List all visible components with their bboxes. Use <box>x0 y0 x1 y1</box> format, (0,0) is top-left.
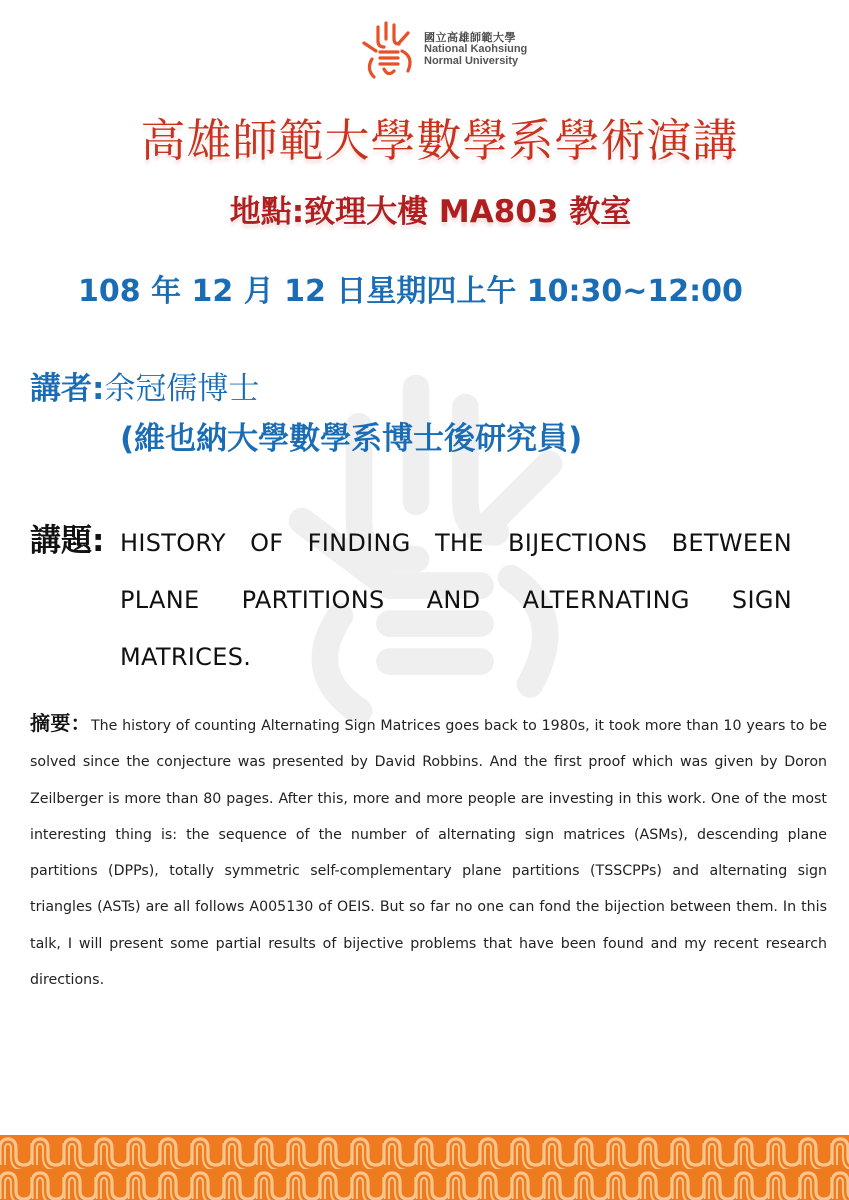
university-logo <box>358 18 527 82</box>
speaker-name: 余冠儒博士 <box>104 371 260 407</box>
abstract-text: The history of counting Alternating Sign Matrices goes back to 1980s, it took more than 10 years to be solved since the conjecture was presented by David Robbins. And the first proof which was given by Doron Zeilberger is more than 80 pages. After this, more and more people are investing in this work. One of the most interesting thing is: the sequence of the number of alternating sign matrices (ASMs), descending plane partitions (DPPs), totally symmetric self-complementary plane partitions (TSSCPPs) and alternating sign triangles (ASTs) are all follows A005130 of OEIS. But so far no one can fond the bijection between them. In this talk, I will present some partial results of bijective problems that have been found and my recent research directions. <box>30 718 827 989</box>
abstract-label: 摘要： <box>30 711 91 735</box>
page-title: 高雄師範大學數學系學術演講 <box>140 114 739 167</box>
topic-title: HISTORY OF FINDING THE BIJECTIONS BETWEEN PLANE PARTITIONS AND ALTERNATING SIGN MATRICES. <box>120 529 792 671</box>
topic-label: 講題: <box>30 523 105 559</box>
university-emblem-icon <box>358 19 420 81</box>
decorative-footer-band <box>0 1135 849 1200</box>
topic-section <box>30 515 792 686</box>
university-name-zh: 國立高雄師範大學 <box>424 31 516 44</box>
event-location: 地點:致理大樓 MA803 教室 <box>229 194 632 230</box>
speaker-section <box>30 364 582 464</box>
university-name-en-1: National Kaohsiung <box>424 43 528 56</box>
event-datetime: 108 年 12 月 12 日星期四上午 10:30~12:00 <box>78 274 743 309</box>
speaker-label: 講者: <box>30 371 105 407</box>
university-name-en-2: Normal University <box>424 54 519 67</box>
speaker-affiliation: (維也納大學數學系博士後研究員) <box>120 421 583 457</box>
wave-pattern-icon <box>0 1135 849 1200</box>
abstract-section <box>30 705 827 998</box>
